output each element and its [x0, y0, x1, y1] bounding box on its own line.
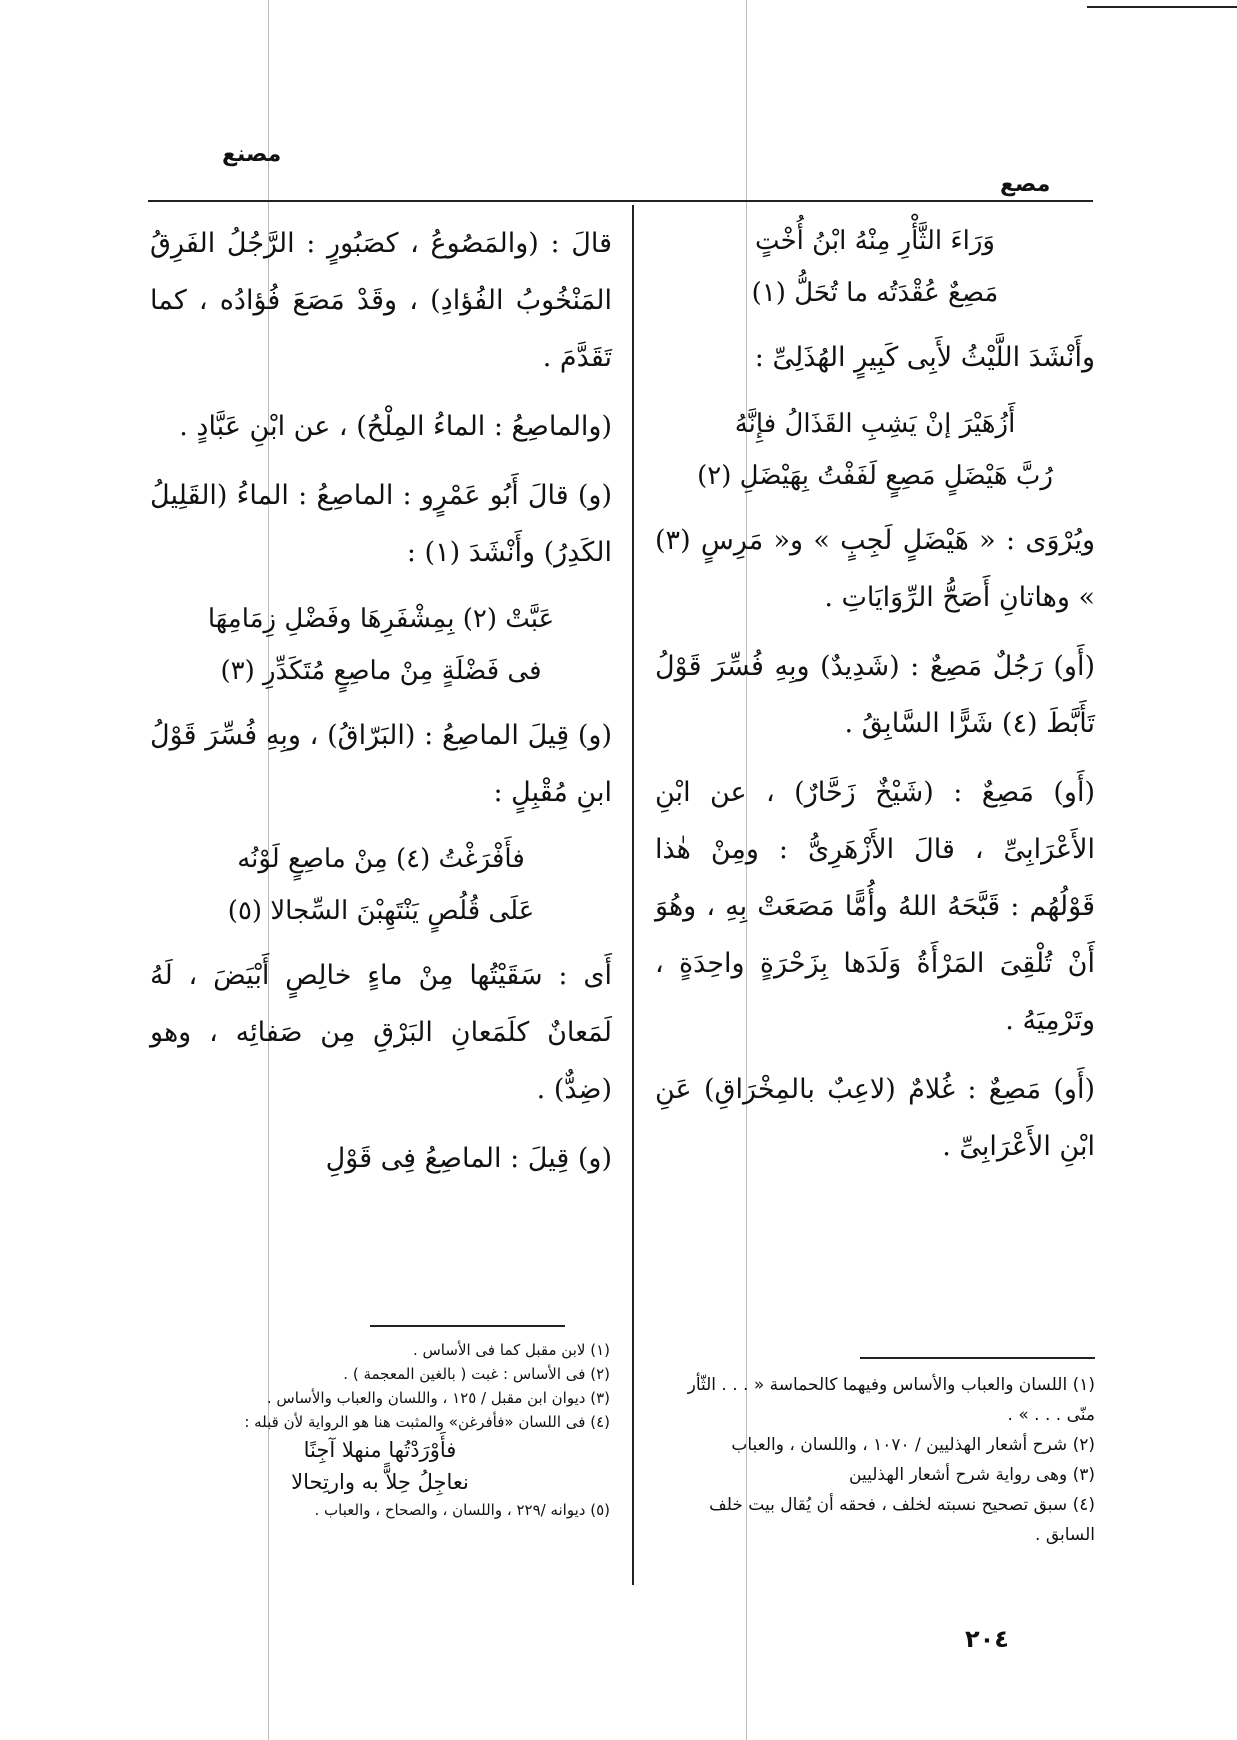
- verse: [655, 398, 1095, 502]
- verse: [150, 593, 612, 697]
- paragraph: وأَنْشَدَ اللَّيْثُ لأَبِى كَبِيرٍ الهُذَلِىِّ :: [754, 342, 1095, 373]
- paragraph: (أَو) مَصِعٌ : غُلامٌ (لاعِبٌ بالمِخْرَاقِ) عَنِ ابْنِ الأَعْرَابِىِّ .: [655, 1074, 1095, 1162]
- paragraph: أَى : سَقَيْتُها مِنْ ماءٍ خالِصٍ أَبْيَضَ ، لَهُ لَمَعانٌ كلَمَعانِ البَرْقِ مِن صَفائِه ، وهو (ضِدٌّ) .: [150, 960, 612, 1105]
- verse-line: أَزُهَيْرَ إنْ يَشِبِ القَذَالُ فإِنَّهُ: [734, 409, 1016, 439]
- paragraph: قالَ : (والمَصُوعُ ، كصَبُورٍ : الرَّجُلُ الفَرِقُ المَنْخُوبُ الفُؤادِ) ، وقَدْ مَصَعَ فُؤادُه ، كما تَقَدَّمَ .: [150, 228, 612, 373]
- footnote-rule-right: [860, 1357, 1095, 1359]
- paragraph: (و) قِيلَ : الماصِعُ فِى قَوْلِ: [325, 1143, 612, 1174]
- paragraph: (أَو) رَجُلٌ مَصِعٌ : (شَدِيدٌ) وبِهِ فُسِّرَ قَوْلُ تَأَبَّطَ (٤) شَرًّا السَّابِقُ .: [655, 651, 1095, 739]
- verse-line: وَرَاءَ الثَّأْرِ مِنْهُ ابْنُ أُخْتٍ: [755, 226, 995, 256]
- footnote: (١) لابن مقبل كما فى الأساس .: [412, 1341, 610, 1359]
- paragraph: ويُرْوَى : « هَيْضَلٍ لَجِبٍ » و« مَرِسٍ (٣) » وهاتانِ أَصَحُّ الرِّوَايَاتِ .: [655, 525, 1095, 613]
- column-divider: [632, 205, 634, 1585]
- paragraph: (أَو) مَصِعٌ : (شَيْخٌ زَحَّارٌ) ، عن ابْنِ الأَعْرَابِىِّ ، قالَ الأَزْهَرِىُّ : ومِنْ هٰذا قَوْلُهُم : قَبَّحَهُ اللهُ وأُمًّا مَصَعَتْ بِهِ ، وهُوَ أَنْ تُلْقِىَ المَرْأَةُ وَلَدَها بِزَحْرَةٍ واحِدَةٍ ، وتَرْمِيَهُ .: [655, 777, 1095, 1036]
- footnotes-right: [655, 1370, 1095, 1550]
- footnote: (٢) فى الأساس : غبت ( بالغين المعجمة ) .: [343, 1365, 610, 1383]
- footnote: (١) اللسان والعباب والأساس وفيهما كالحماسة « . . . الثّأر منّى . . . » .: [687, 1375, 1095, 1425]
- verse-line: عَبَّتْ (٢) بِمِشْفَرِهَا وفَضْلِ زِمَامِهَا: [207, 604, 555, 634]
- footnote-rule-left: [370, 1325, 565, 1327]
- footnote: (٣) ديوان ابن مقبل / ١٢٥ ، واللسان والعباب والأساس .: [266, 1389, 610, 1407]
- footnotes-left: [150, 1338, 610, 1522]
- footnote: (٣) وهى رواية شرح أشعار الهذليين: [849, 1465, 1095, 1485]
- verse-line: فأَفْرَغْتُ (٤) مِنْ ماصِعٍ لَوْنُه: [237, 844, 525, 874]
- paragraph: (و) قِيلَ الماصِعُ : (البَرّاقُ) ، وبِهِ فُسِّرَ قَوْلُ ابنِ مُقْبِلٍ :: [150, 720, 612, 808]
- footnote: (٥) ديوانه /٢٢٩ ، واللسان ، والصحاح ، والعباب .: [314, 1501, 610, 1519]
- left-column: [150, 215, 612, 1199]
- verse-line: رُبَّ هَيْضَلٍ مَصِعٍ لَفَفْتُ بِهَيْضَلِ (٢): [697, 461, 1053, 491]
- header-left-word: مصنع: [222, 142, 282, 167]
- footnote: (٤) فى اللسان «فأفرغن» والمثبت هنا هو الرواية لأن قبله :: [244, 1413, 610, 1431]
- scan-top-rule: [1087, 6, 1237, 8]
- paragraph: (والماصِعُ : الماءُ المِلْحُ) ، عن ابْنِ عَبَّادٍ .: [179, 411, 612, 442]
- footnote: (٤) سبق تصحيح نسبته لخلف ، فحقه أن يُقال بيت خلف السابق .: [709, 1495, 1095, 1545]
- footnote-verse-line: فأَوْرَدْتُها منهلا آجِنًا: [303, 1438, 457, 1462]
- header-right-word: مصع: [1000, 172, 1051, 197]
- page-number: ٢٠٤: [965, 1625, 1009, 1653]
- verse-line: فى فَضْلَةٍ مِنْ ماصِعٍ مُتَكَدِّرِ (٣): [220, 656, 542, 686]
- verse-line: عَلَى قُلُصٍ يَنْتَهِبْنَ السِّجالا (٥): [227, 896, 535, 926]
- verse-line: مَصِعٌ عُقْدَتُه ما تُحَلُّ (١): [751, 278, 999, 308]
- verse: [150, 833, 612, 937]
- header-rule: [148, 200, 1093, 202]
- footnote: (٢) شرح أشعار الهذليين / ١٠٧٠ ، واللسان ، والعباب: [731, 1435, 1095, 1455]
- paragraph: (و) قالَ أَبُو عَمْرٍو : الماصِعُ : الماءُ (القَلِيلُ الكَدِرُ) وأَنْشَدَ (١) :: [150, 480, 612, 568]
- verse: [655, 215, 1095, 319]
- footnote-verse-line: نعاجِلُ حِلاًّ به وارتِحالا: [291, 1470, 469, 1494]
- right-column: [655, 215, 1095, 1187]
